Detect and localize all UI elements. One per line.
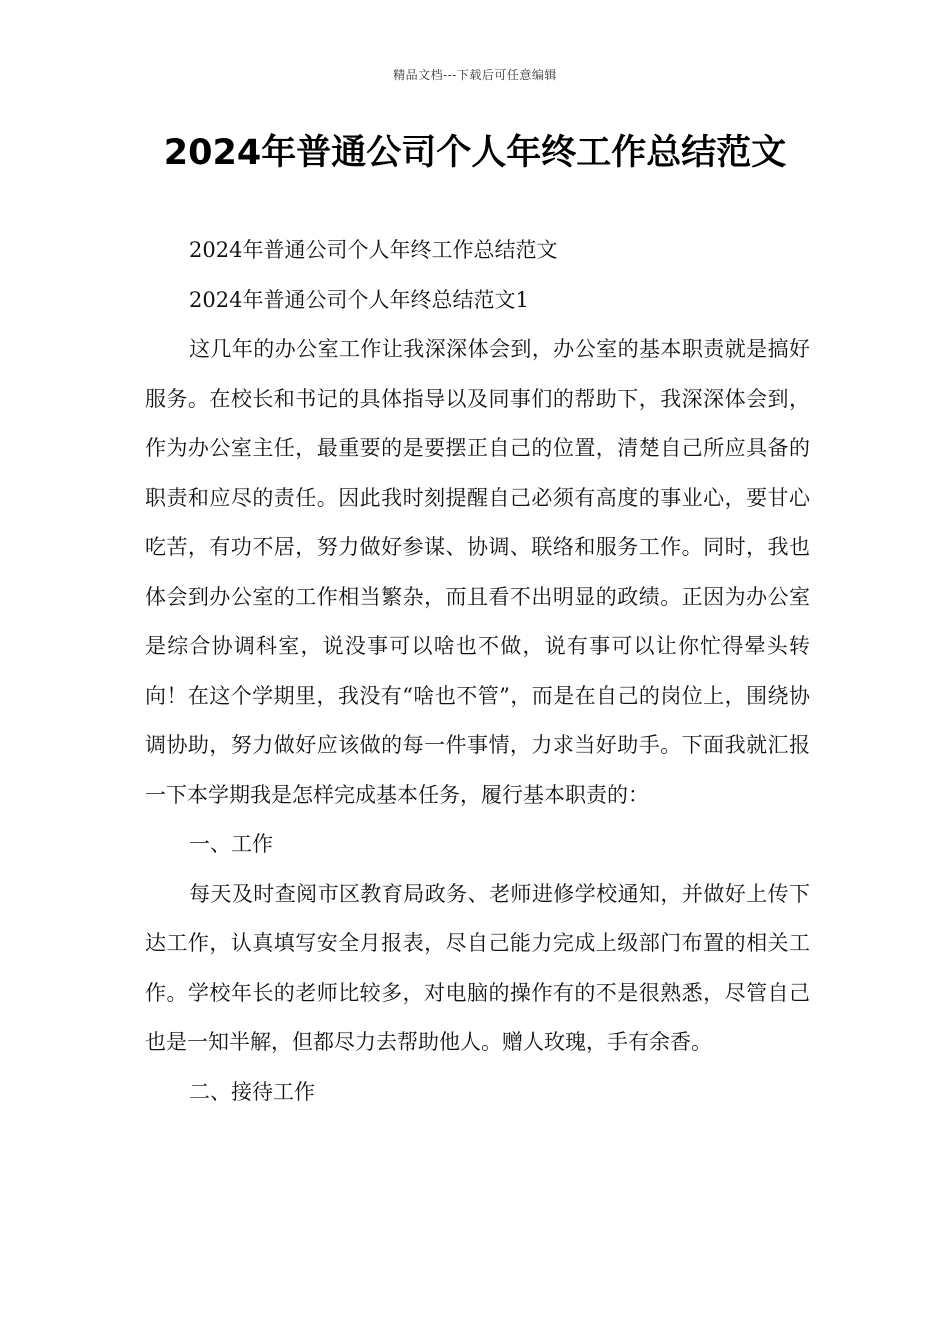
paragraph-subtitle: 2024年普通公司个人年终工作总结范文	[189, 238, 558, 262]
paragraph-heading-work: 一、工作	[189, 832, 273, 856]
paragraph-intro: 这几年的办公室工作让我深深体会到，办公室的基本职责就是搞好服务。在校长和书记的具体指导以及同事们的帮助下，我深深体会到，作为办公室主任，最重要的是要摆正自己的位置，清楚自己所应具备的职责和应尽的责任。因此我时刻提醒自己必须有高度的事业心，要甘心吃苦，有功不居，努力做好参谋、协调、联络和服务工作。同时，我也体会到办公室的工作相当繁杂，而且看不出明显的政绩。正因为办公室是综合协调科室，说没事可以啥也不做，说有事可以让你忙得晕头转向！在这个学期里，我没有“啥也不管”，而是在自己的岗位上，围绕协调协助，努力做好应该做的每一件事情，力求当好助手。下面我就汇报一下本学期我是怎样完成基本任务，履行基本职责的：	[145, 337, 810, 807]
paragraph-heading-reception: 二、接待工作	[189, 1079, 315, 1104]
document-title: 2024年普通公司个人年终工作总结范文	[163, 133, 787, 173]
document-body	[145, 226, 810, 1117]
page-header-note: 精品文档---下载后可任意编辑	[393, 68, 557, 82]
paragraph-work-detail: 每天及时查阅市区教育局政务、老师进修学校通知，并做好上传下达工作，认真填写安全月报表，尽自己能力完成上级部门布置的相关工作。学校年长的老师比较多，对电脑的操作有的不是很熟悉，尽管自己也是一知半解，但都尽力去帮助他人。赠人玫瑰，手有余香。	[145, 881, 810, 1054]
paragraph-section-title: 2024年普通公司个人年终总结范文1	[189, 287, 529, 312]
